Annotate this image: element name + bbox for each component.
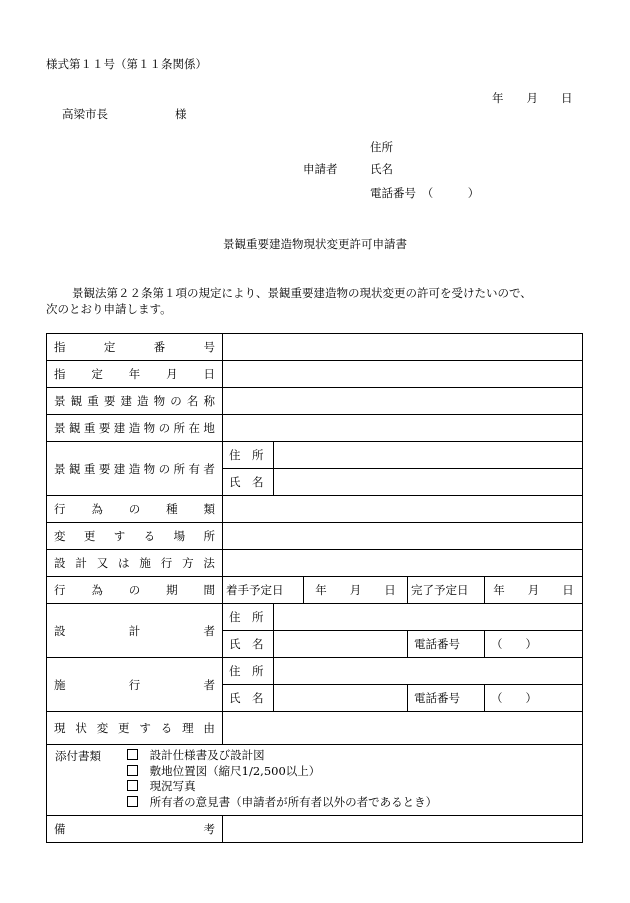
owner-text: 景 観 重 要 建 造 物 の 所 有 者 — [54, 461, 215, 476]
owner-address-field[interactable] — [274, 442, 583, 469]
designation-date-text: 指 定 年 月 日 — [54, 367, 215, 381]
contractor-address-label: 住 所 — [223, 658, 274, 685]
designation-date-field[interactable] — [223, 361, 583, 388]
applicant-name-label: 氏名 — [370, 162, 393, 176]
method-text: 設 計 又 は 施 行 方 法 — [54, 556, 215, 570]
change-place-label — [47, 523, 223, 550]
action-type-label — [47, 496, 223, 523]
contractor-phone-field[interactable]: （ ） — [485, 685, 583, 712]
contractor-phone-label: 電話番号 — [408, 685, 485, 712]
end-date-label: 完了予定日 — [408, 577, 485, 604]
method-field[interactable] — [223, 550, 583, 577]
contractor-name-label: 氏 名 — [223, 685, 274, 712]
remarks-label — [47, 816, 223, 843]
attachments-list — [127, 748, 438, 810]
applicant-label: 申請者 — [303, 162, 338, 176]
building-name-text: 景 観 重 要 建 造 物 の 名 称 — [54, 394, 215, 408]
checkbox-icon[interactable] — [127, 765, 138, 776]
owner-label — [47, 442, 223, 496]
attachment-item — [127, 795, 438, 811]
contractor-label — [47, 658, 223, 712]
recipient: 高梁市長 — [62, 107, 108, 121]
designer-address-field[interactable] — [274, 604, 583, 631]
start-date-field[interactable]: 年 月 日 — [304, 577, 408, 604]
building-location-text: 景 観 重 要 建 造 物 の 所 在 地 — [54, 421, 215, 435]
checkbox-icon[interactable] — [127, 780, 138, 791]
attachment-item-label: 設計仕様書及び設計図 — [149, 748, 265, 762]
remarks-text: 備 考 — [54, 822, 215, 836]
attachment-item — [127, 764, 438, 780]
period-text: 行 為 の 期 間 — [54, 583, 215, 597]
designation-number-label — [47, 334, 223, 361]
change-place-field[interactable] — [223, 523, 583, 550]
action-type-text: 行 為 の 種 類 — [54, 502, 215, 516]
attachment-item-label: 現況写真 — [149, 779, 196, 793]
designer-text: 設 計 者 — [54, 623, 215, 638]
attachment-item-label: 所有者の意見書（申請者が所有者以外の者であるとき） — [149, 794, 438, 809]
applicant-phone-label: 電話番号 （ ） — [370, 186, 480, 200]
start-date-label: 着手予定日 — [223, 577, 304, 604]
owner-name-field[interactable] — [274, 469, 583, 496]
designer-phone-field[interactable]: （ ） — [485, 631, 583, 658]
contractor-name-field[interactable] — [274, 685, 408, 712]
method-label — [47, 550, 223, 577]
designation-date-label — [47, 361, 223, 388]
designation-number-field[interactable] — [223, 334, 583, 361]
intro-line-1: 景観法第２２条第１項の規定により、景観重要建造物の現状変更の許可を受けたいので、 — [72, 286, 532, 300]
document-title: 景観重要建造物現状変更許可申請書 — [223, 237, 407, 251]
designation-number-text: 指 定 番 号 — [54, 340, 215, 354]
change-place-text: 変 更 す る 場 所 — [54, 529, 215, 543]
period-label — [47, 577, 223, 604]
attachments-section — [47, 745, 583, 816]
designer-address-label: 住 所 — [223, 604, 274, 631]
designer-name-label: 氏 名 — [223, 631, 274, 658]
checkbox-icon[interactable] — [127, 749, 138, 760]
building-location-label — [47, 415, 223, 442]
owner-name-label: 氏 名 — [223, 469, 274, 496]
contractor-address-field[interactable] — [274, 658, 583, 685]
intro-line-2: 次のとおり申請します。 — [46, 302, 172, 316]
designer-label — [47, 604, 223, 658]
attachment-item — [127, 748, 438, 764]
form-number: 様式第１１号（第１１条関係） — [46, 57, 207, 71]
application-table — [46, 333, 583, 843]
contractor-text: 施 行 者 — [54, 677, 215, 692]
attachment-item-label: 敷地位置図（縮尺1/2,500以上） — [149, 763, 321, 778]
reason-text: 現 状 変 更 す る 理 由 — [54, 721, 215, 735]
building-name-field[interactable] — [223, 388, 583, 415]
designer-phone-label: 電話番号 — [408, 631, 485, 658]
reason-field[interactable] — [223, 712, 583, 745]
honorific: 様 — [175, 107, 187, 121]
applicant-address-label: 住所 — [370, 140, 393, 154]
action-type-field[interactable] — [223, 496, 583, 523]
end-date-field[interactable]: 年 月 日 — [485, 577, 583, 604]
date-line: 年 月 日 — [492, 91, 573, 105]
reason-label — [47, 712, 223, 745]
checkbox-icon[interactable] — [127, 796, 138, 807]
designer-name-field[interactable] — [274, 631, 408, 658]
attachments-title: 添付書類 — [55, 749, 101, 763]
owner-address-label: 住 所 — [223, 442, 274, 469]
building-location-field[interactable] — [223, 415, 583, 442]
building-name-label — [47, 388, 223, 415]
remarks-field[interactable] — [223, 816, 583, 843]
attachment-item — [127, 779, 438, 795]
